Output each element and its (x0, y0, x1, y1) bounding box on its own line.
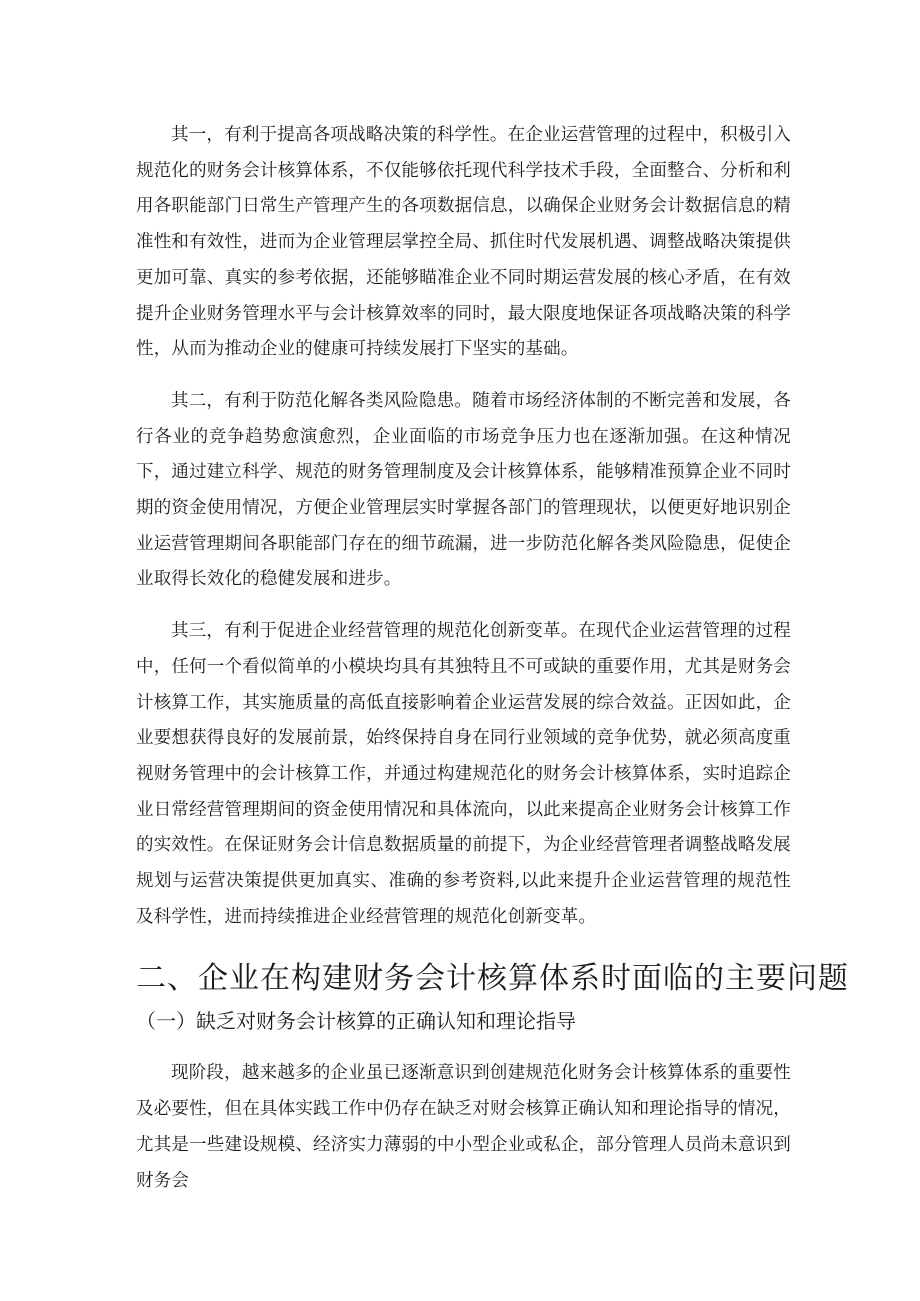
paragraph-current-stage: 现阶段，越来越多的企业虽已逐渐意识到创建规范化财务会计核算体系的重要性及必要性，但在具体实践工作中仍存在缺乏对财会核算正确认知和理论指导的情况，尤其是一些建设规模、经济实力薄弱的中小型企业或私企，部分管理人员尚未意识到财务会 (136, 1063, 791, 1191)
paragraph-benefit-2: 其二，有利于防范化解各类风险隐患。随着市场经济体制的不断完善和发展，各行各业的竞争趋势愈演愈烈，企业面临的市场竞争压力也在逐渐加强。在这种情况下，通过建立科学、规范的财务管理制度及会计核算体系，能够精准预算企业不同时期的资金使用情况，方便企业管理层实时掌握各部门的管理现状，以便更好地识别企业运营管理期间各职能部门存在的细节疏漏，进一步防范化解各类风险隐患，促使企业取得长效化的稳健发展和进步。 (136, 390, 791, 590)
subsection-heading: （一）缺乏对财务会计核算的正确认知和理论指导 (136, 1009, 576, 1034)
section-heading: 二、企业在构建财务会计核算体系时面临的主要问题 (136, 961, 849, 997)
paragraph-benefit-3: 其三，有利于促进企业经营管理的规范化创新变革。在现代企业运营管理的过程中，任何一个看似简单的小模块均具有其独特且不可或缺的重要作用，尤其是财务会计核算工作，其实施质量的高低直接影响着企业运营发展的综合效益。正因如此，企业要想获得良好的发展前景，始终保持自身在同行业领域的竞争优势，就必须高度重视财务管理中的会计核算工作，并通过构建规范化的财务会计核算体系，实时追踪企业日常经营管理期间的资金使用情况和具体流向，以此来提高企业财务会计核算工作的实效性。在保证财务会计信息数据质量的前提下，为企业经营管理者调整战略发展规划与运营决策提供更加真实、准确的参考资料,以此来提升企业运营管理的规范性及科学性，进而持续推进企业经营管理的规范化创新变革。 (136, 621, 791, 927)
document-page (136, 118, 849, 1199)
paragraph-benefit-1: 其一，有利于提高各项战略决策的科学性。在企业运营管理的过程中，积极引入规范化的财务会计核算体系，不仅能够依托现代科学技术手段，全面整合、分析和利用各职能部门日常生产管理产生的各项数据信息，以确保企业财务会计数据信息的精准性和有效性，进而为企业管理层掌控全局、抓住时代发展机遇、调整战略决策提供更加可靠、真实的参考依据，还能够瞄准企业不同时期运营发展的核心矛盾，在有效提升企业财务管理水平与会计核算效率的同时，最大限度地保证各项战略决策的科学性，从而为推动企业的健康可持续发展打下坚实的基础。 (136, 125, 791, 360)
